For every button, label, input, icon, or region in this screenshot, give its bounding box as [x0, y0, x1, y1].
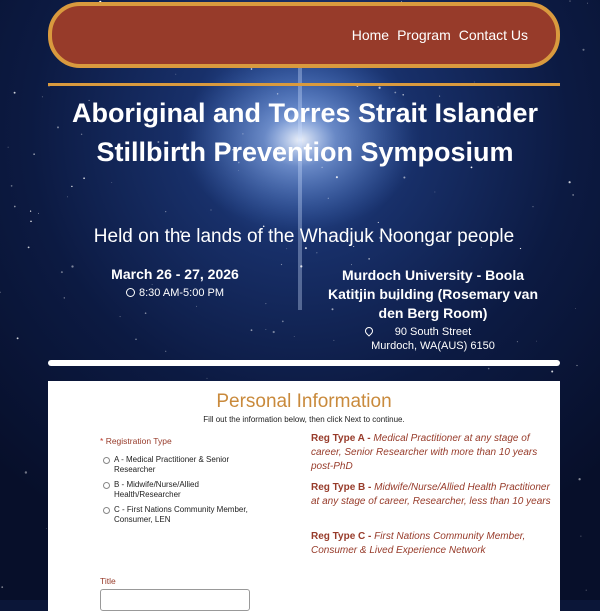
registration-option-c-label: C - First Nations Community Member, Consumer, LEN — [114, 505, 248, 524]
hero-bottom-bar — [48, 360, 560, 366]
star — [71, 186, 72, 187]
event-venue-block — [318, 266, 548, 352]
form-instructions: Fill out the information below, then click Next to continue. — [203, 415, 405, 424]
star — [14, 92, 16, 94]
event-time: 8:30 AM-5:00 PM — [139, 287, 224, 299]
star — [14, 206, 16, 208]
star — [83, 177, 85, 179]
star — [266, 329, 267, 330]
event-date: March 26 - 27, 2026 — [111, 266, 239, 282]
star — [211, 210, 212, 211]
event-title: Aboriginal and Torres Strait Islander Stillbirth Prevention Symposium — [71, 98, 539, 167]
title-field-label: Title — [100, 576, 116, 586]
star — [582, 49, 584, 51]
nav-link-home[interactable]: Home — [351, 27, 390, 43]
registration-option-c[interactable] — [103, 505, 253, 525]
star — [120, 316, 121, 317]
registration-option-a[interactable] — [103, 455, 253, 475]
star — [145, 312, 147, 314]
address-line-2: Murdoch, WA(AUS) 6150 — [371, 340, 495, 352]
star — [569, 1, 570, 2]
star — [111, 182, 112, 183]
reg-type-b-text: Midwife/Nurse/Allied Health Practitioner at any stage of career, Researcher, less than 10 years — [311, 482, 551, 507]
event-time-row — [90, 287, 260, 299]
star — [378, 87, 380, 89]
reg-type-c-heading: Reg Type C - — [311, 531, 372, 542]
star — [403, 176, 405, 178]
event-date-block — [90, 266, 260, 299]
required-marker: * — [100, 436, 104, 446]
star — [520, 248, 521, 249]
event-address — [318, 325, 548, 353]
nav-links — [352, 27, 528, 43]
registration-option-a-label: A - Medical Practitioner & Senior Researcher — [114, 455, 230, 474]
star — [266, 303, 267, 304]
star — [46, 528, 47, 529]
clock-icon — [126, 288, 135, 297]
star — [11, 185, 13, 187]
star — [57, 126, 59, 128]
star — [38, 213, 39, 214]
registration-form-card — [48, 381, 560, 611]
star — [368, 258, 369, 259]
radio-button-b[interactable] — [103, 482, 110, 489]
star — [286, 248, 287, 249]
star — [572, 194, 573, 195]
star — [336, 176, 338, 178]
star — [33, 153, 35, 155]
star — [281, 264, 282, 265]
star — [576, 365, 577, 366]
reg-type-a-heading: Reg Type A - — [311, 433, 371, 444]
star — [1, 586, 3, 588]
star — [587, 3, 588, 4]
hero-top-divider — [48, 83, 560, 86]
star — [586, 590, 587, 591]
star — [435, 192, 436, 193]
nav-link-contact-us[interactable]: Contact Us — [458, 27, 528, 43]
reg-type-a-text: Medical Practitioner at any stage of career, Senior Researcher with more than 10 years post-PhD — [311, 433, 538, 472]
event-venue: Murdoch University - Boola Katitjin building (Rosemary van den Berg Room) — [327, 267, 539, 321]
star — [175, 74, 176, 75]
star — [8, 147, 9, 148]
address-line-1: 90 South Street — [394, 326, 472, 338]
top-navigation-bar — [48, 2, 560, 68]
star — [328, 198, 329, 199]
star — [30, 210, 31, 211]
star — [64, 297, 65, 298]
star — [580, 536, 581, 537]
star — [569, 181, 571, 183]
star — [42, 97, 43, 98]
reg-type-b-description — [311, 481, 551, 509]
star — [578, 478, 580, 480]
radio-button-c[interactable] — [103, 507, 110, 514]
radio-button-a[interactable] — [103, 457, 110, 464]
star — [30, 221, 31, 222]
reg-type-b-heading: Reg Type B - — [311, 482, 372, 493]
star — [273, 331, 275, 333]
star — [25, 471, 27, 473]
title-input[interactable] — [100, 589, 250, 611]
star — [28, 246, 30, 248]
star — [532, 206, 533, 207]
star — [196, 306, 197, 307]
star — [251, 68, 253, 70]
star — [551, 370, 553, 372]
star — [488, 368, 490, 370]
star — [165, 211, 166, 212]
star — [282, 320, 284, 322]
event-subtitle: Held on the lands of the Whadjuk Noongar people — [93, 226, 515, 247]
star — [300, 265, 302, 267]
star — [251, 329, 253, 331]
star — [316, 252, 317, 253]
star — [378, 222, 379, 223]
star — [135, 338, 137, 340]
reg-type-c-text: First Nations Community Member, Consumer & Lived Experience Network — [311, 531, 526, 556]
nav-link-program[interactable]: Program — [397, 27, 451, 43]
star — [351, 264, 352, 265]
star — [165, 351, 166, 352]
registration-option-b[interactable] — [103, 480, 253, 500]
registration-type-label-text: Registration Type — [105, 436, 172, 446]
star — [71, 265, 73, 267]
star — [294, 336, 295, 337]
star — [61, 271, 63, 273]
reg-type-a-description — [311, 432, 551, 474]
star — [67, 197, 68, 198]
registration-option-b-label: B - Midwife/Nurse/Allied Health/Researcher — [114, 480, 199, 499]
star — [575, 308, 576, 309]
star — [17, 337, 19, 339]
form-section-title: Personal Information — [216, 391, 392, 412]
registration-type-label — [100, 436, 172, 446]
reg-type-c-description — [311, 530, 551, 558]
star — [207, 378, 208, 379]
